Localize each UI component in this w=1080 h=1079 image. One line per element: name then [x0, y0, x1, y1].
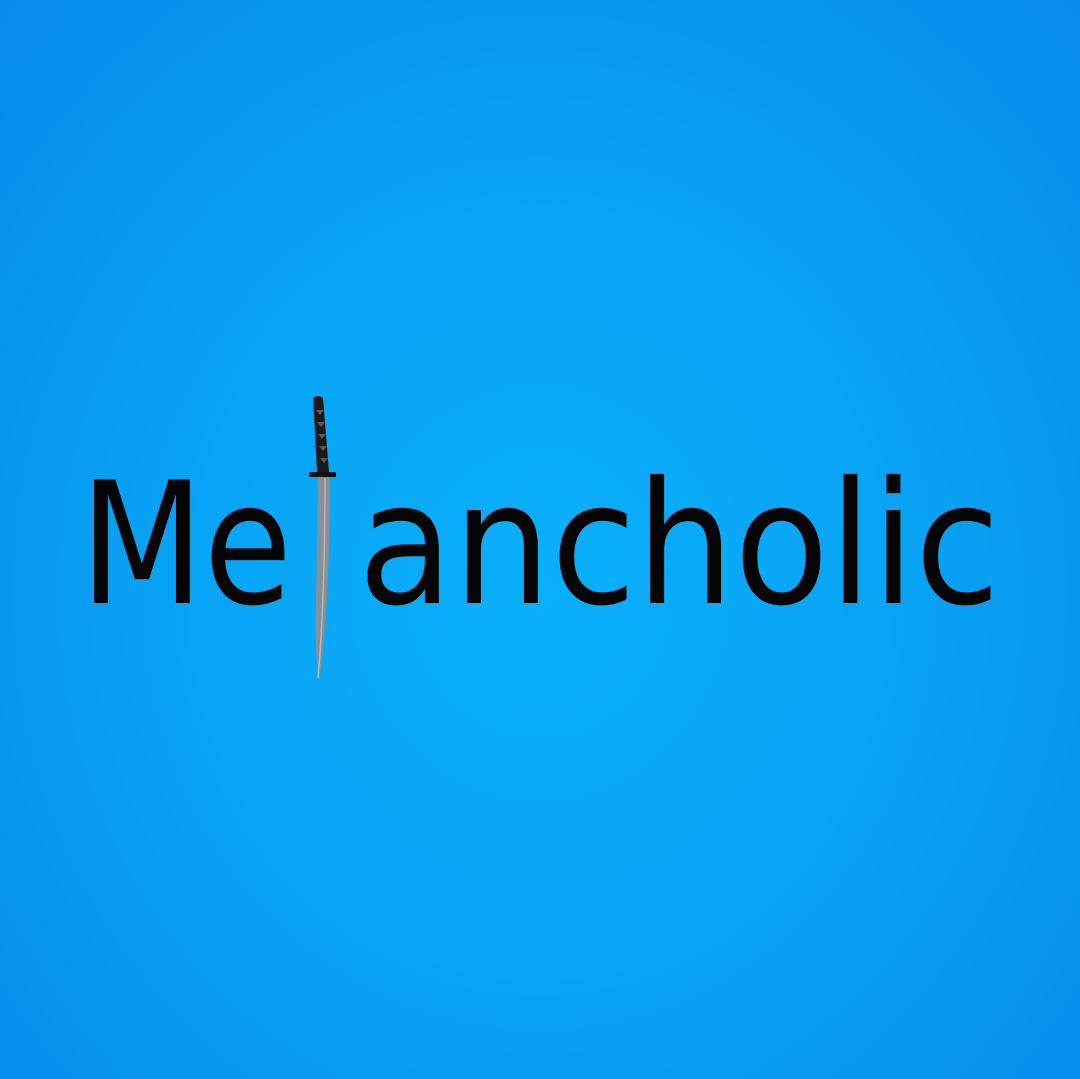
logo-suffix: ancholic [358, 446, 1000, 644]
logo-prefix: Me [80, 446, 292, 644]
katana-icon [309, 396, 336, 682]
katana-guard [309, 472, 336, 477]
